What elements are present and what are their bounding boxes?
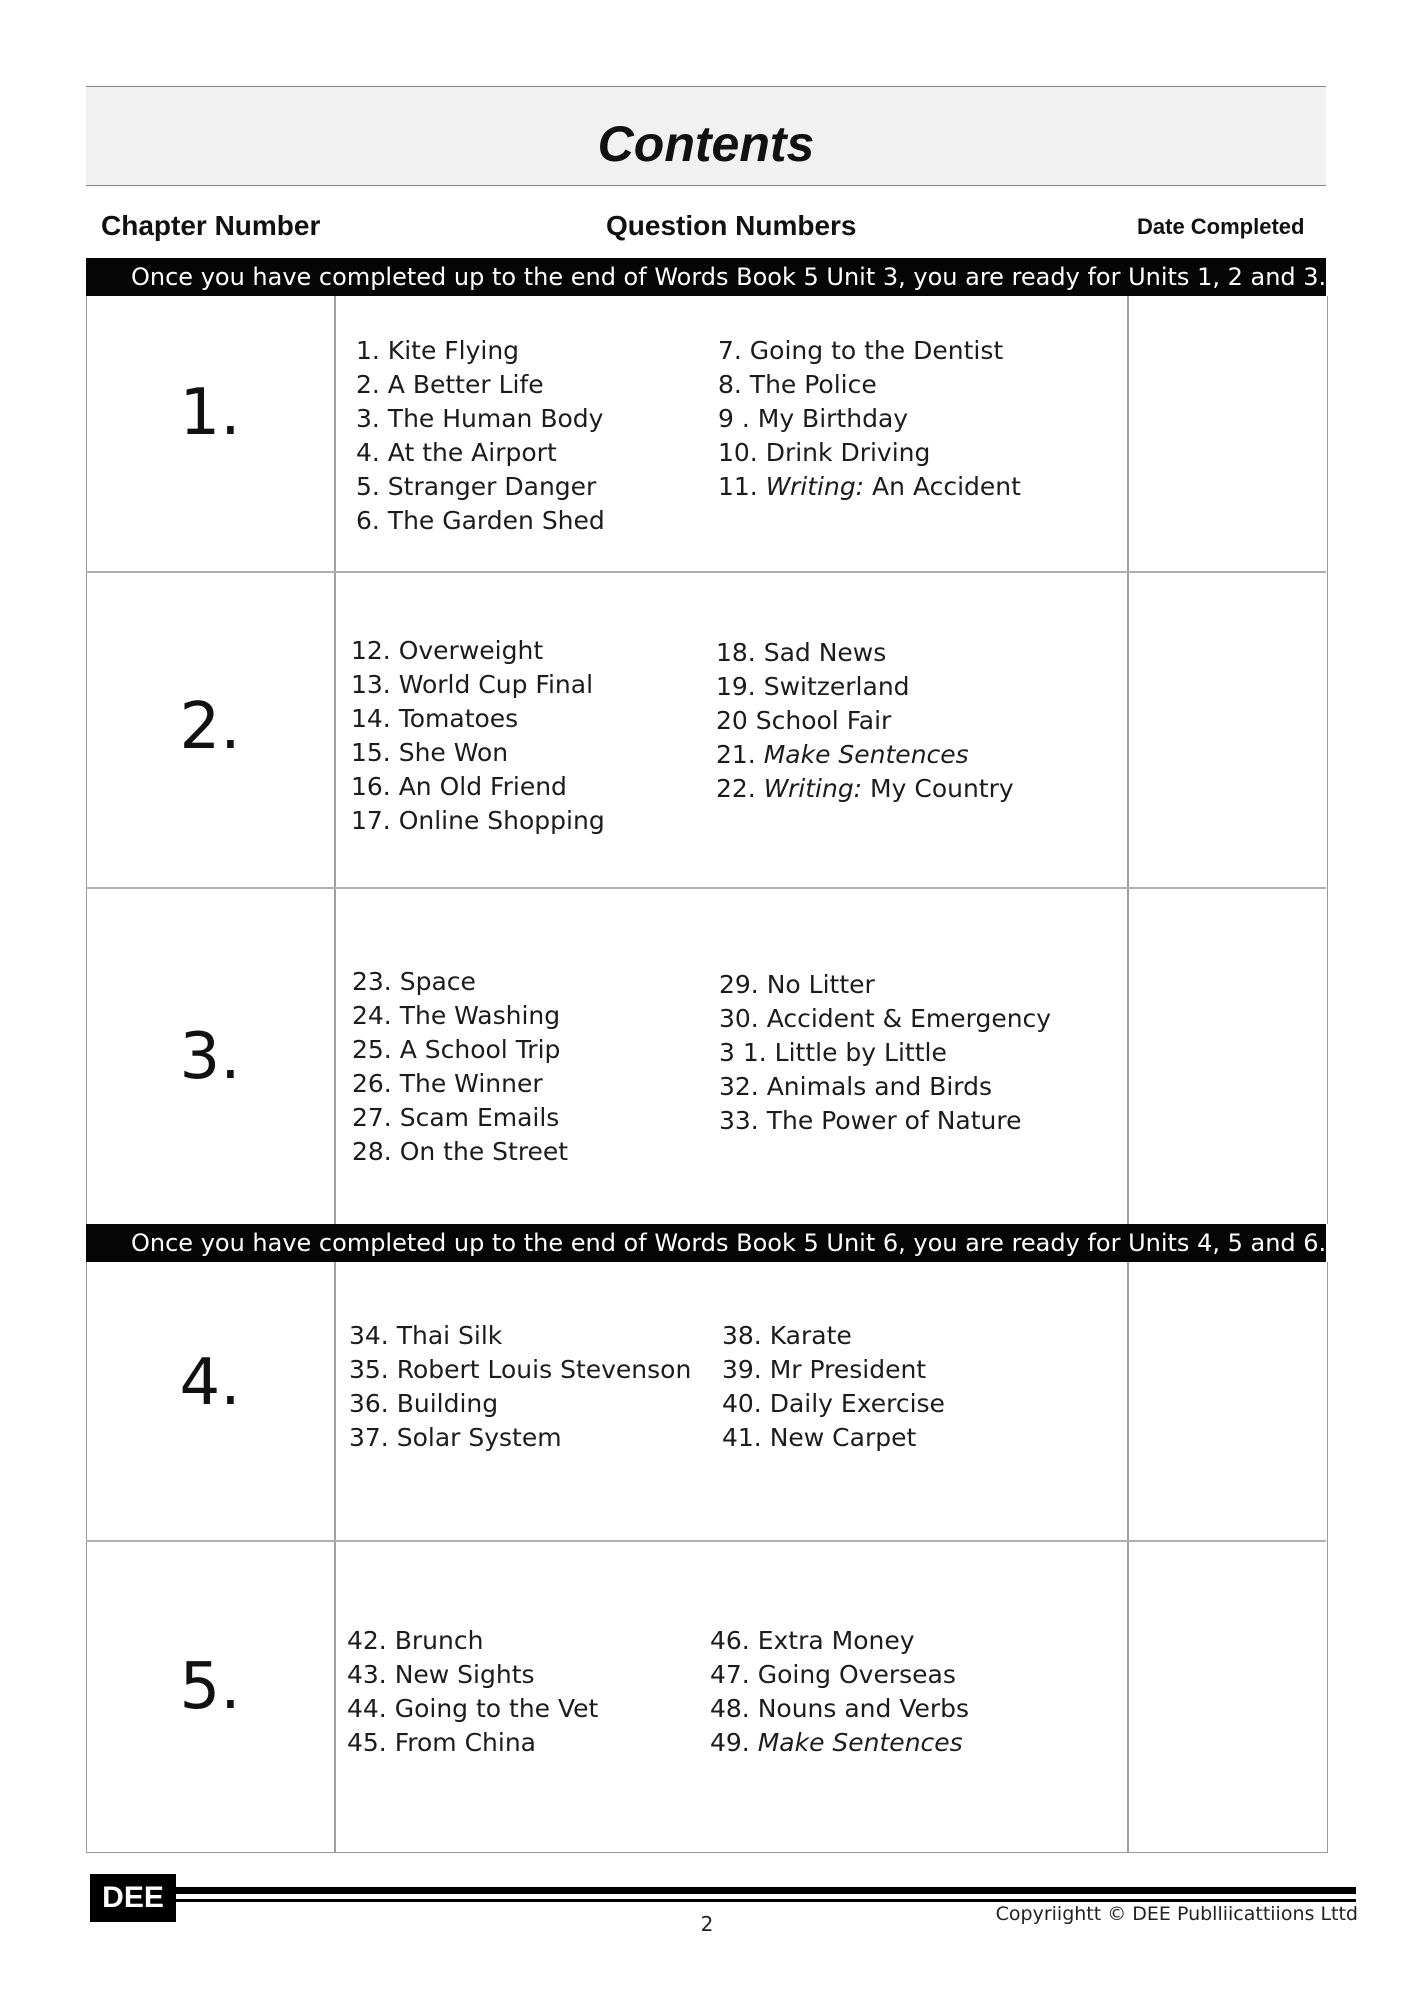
question-item: 16. An Old Friend	[351, 772, 567, 801]
question-item: 6. The Garden Shed	[356, 506, 605, 535]
question-item: 29. No Litter	[719, 970, 875, 999]
column-divider	[334, 1262, 336, 1852]
question-item: 30. Accident & Emergency	[719, 1004, 1052, 1033]
question-item: 44. Going to the Vet	[347, 1694, 599, 1723]
dee-logo: DEE	[90, 1874, 176, 1922]
page-title: Contents	[597, 116, 815, 172]
question-item: 43. New Sights	[347, 1660, 535, 1689]
question-item: 45. From China	[347, 1728, 537, 1757]
footer-rule-thin	[176, 1899, 1356, 1902]
question-list-right	[722, 1319, 945, 1455]
row-divider	[86, 1540, 1326, 1542]
question-item: 3. The Human Body	[356, 404, 604, 433]
question-item: 47. Going Overseas	[710, 1660, 956, 1689]
date-completed-header: Date Completed	[1137, 214, 1305, 239]
question-item: 22. Writing: My Country	[716, 774, 1014, 803]
question-item: 2. A Better Life	[356, 370, 544, 399]
question-item: 28. On the Street	[352, 1137, 569, 1166]
question-list-left	[351, 634, 605, 838]
question-list-left	[352, 965, 568, 1169]
question-list-right	[710, 1624, 969, 1760]
question-item: 1. Kite Flying	[356, 336, 520, 365]
question-item: 42. Brunch	[347, 1626, 484, 1655]
question-list-left	[356, 334, 605, 538]
question-item: 4. At the Airport	[356, 438, 557, 467]
row-divider	[86, 887, 1326, 889]
units-1-3-banner: Once you have completed up to the end of Words Book 5 Unit 3, you are ready for Units 1, 2 and 3.	[86, 258, 1326, 296]
question-item: 12. Overweight	[351, 636, 544, 665]
page-number: 2	[700, 1912, 714, 1936]
question-item: 13. World Cup Final	[351, 670, 594, 699]
question-numbers-header: Question Numbers	[606, 210, 857, 241]
question-list-left	[349, 1319, 691, 1455]
question-item: 14. Tomatoes	[351, 704, 519, 733]
question-item: 34. Thai Silk	[349, 1321, 503, 1350]
question-item: 15. She Won	[351, 738, 509, 767]
chapter-number: 1.	[179, 376, 241, 450]
chapter-number: 5.	[179, 1650, 241, 1724]
question-item: 37. Solar System	[349, 1423, 562, 1452]
chapter-number: 2.	[179, 690, 241, 764]
copyright-notice: Copyriightt © DEE Publliicattiions Lttd	[995, 1903, 1358, 1925]
question-item: 26. The Winner	[352, 1069, 543, 1098]
chapter-number: 4.	[179, 1346, 241, 1420]
question-item: 17. Online Shopping	[351, 806, 605, 835]
question-item: 32. Animals and Birds	[719, 1072, 992, 1101]
question-item: 10. Drink Driving	[718, 438, 931, 467]
question-item: 5. Stranger Danger	[356, 472, 597, 501]
title-bar	[86, 86, 1326, 186]
question-item: 40. Daily Exercise	[722, 1389, 945, 1418]
units-4-6-banner: Once you have completed up to the end of Words Book 5 Unit 6, you are ready for Units 4, 5 and 6.	[86, 1224, 1326, 1262]
question-item: 3 1. Little by Little	[719, 1038, 947, 1067]
question-item: 38. Karate	[722, 1321, 852, 1350]
row-divider	[86, 571, 1326, 573]
question-item: 41. New Carpet	[722, 1423, 917, 1452]
question-item: 39. Mr President	[722, 1355, 927, 1384]
question-item: 7. Going to the Dentist	[718, 336, 1004, 365]
question-item: 36. Building	[349, 1389, 499, 1418]
column-divider	[1127, 296, 1129, 1224]
column-divider	[1127, 1262, 1129, 1852]
chapter-number: 3.	[179, 1020, 241, 1094]
question-item: 46. Extra Money	[710, 1626, 915, 1655]
question-item: 27. Scam Emails	[352, 1103, 560, 1132]
question-item: 25. A School Trip	[352, 1035, 561, 1064]
question-item: 49. Make Sentences	[710, 1728, 963, 1757]
column-divider	[334, 296, 336, 1224]
question-item: 23. Space	[352, 967, 476, 996]
question-list-right	[719, 968, 1051, 1138]
question-list-right	[718, 334, 1021, 504]
question-item: 33. The Power of Nature	[719, 1106, 1022, 1135]
question-list-left	[347, 1624, 598, 1760]
question-item: 48. Nouns and Verbs	[710, 1694, 970, 1723]
question-item: 24. The Washing	[352, 1001, 561, 1030]
chapter-number-header: Chapter Number	[101, 210, 321, 241]
question-item: 8. The Police	[718, 370, 877, 399]
question-item: 19. Switzerland	[716, 672, 910, 701]
question-item: 9 . My Birthday	[718, 404, 909, 433]
question-item: 11. Writing: An Accident	[718, 472, 1021, 501]
footer-rule-thick	[176, 1887, 1356, 1894]
question-item: 21. Make Sentences	[716, 740, 969, 769]
question-item: 20 School Fair	[716, 706, 892, 735]
question-list-right	[716, 636, 1014, 806]
question-item: 35. Robert Louis Stevenson	[349, 1355, 692, 1384]
question-item: 18. Sad News	[716, 638, 887, 667]
